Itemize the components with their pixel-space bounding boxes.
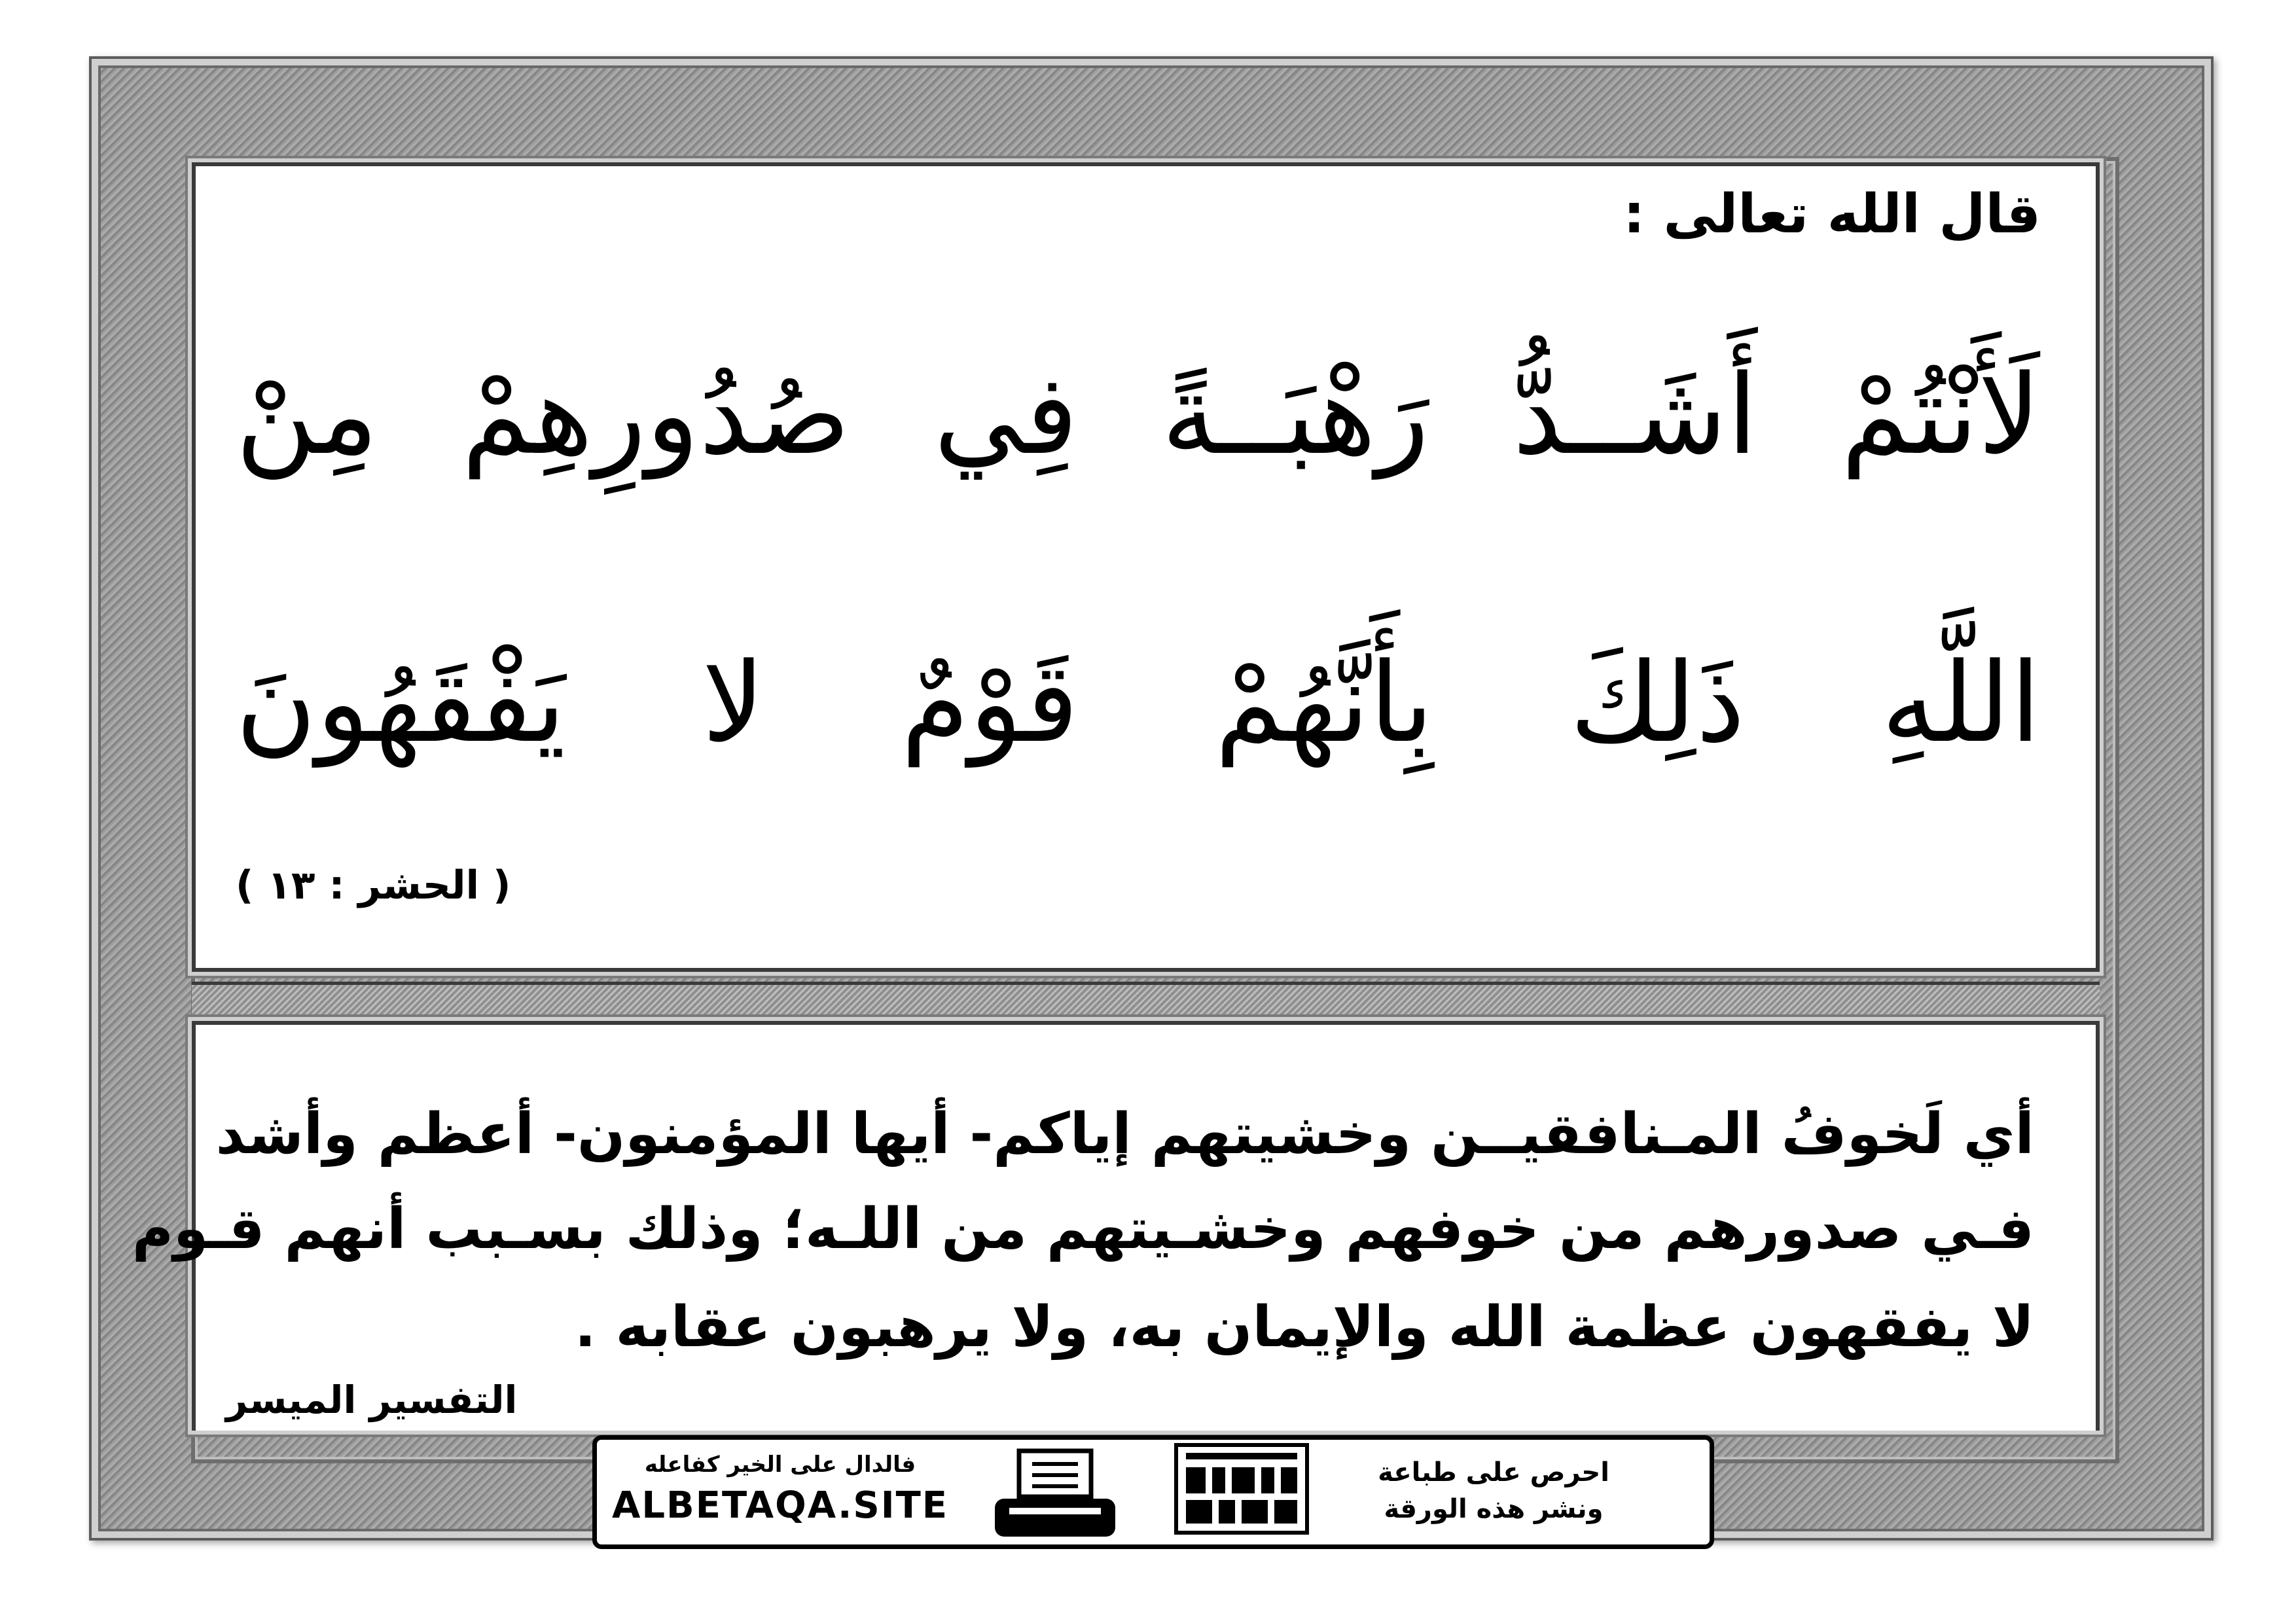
footer-site-block <box>610 1452 950 1527</box>
verse-line-1: لَأَنْتُمْ أَشَــدُّ رَهْبَــةً فِي صُدُورِهِمْ مِنْ <box>236 351 2041 479</box>
footer-site-link[interactable]: ALBETAQA.SITE <box>611 1484 949 1527</box>
dawah-logo-mark <box>1173 1440 1310 1538</box>
verse-citation: ( الحشر : ١٣ ) <box>236 863 511 908</box>
footer-call-to-action <box>1336 1454 1651 1527</box>
tafsir-line-2: فـي صدورهم من خوفهم وخشـيتهم من اللـه؛ وذلك بسـبب أنهم قـوم <box>132 1196 2034 1262</box>
footer-motto: فالدال على الخير كفاعله <box>644 1452 916 1478</box>
footer-cta-line-1: احرص على طباعة <box>1378 1457 1609 1488</box>
dawah-logo <box>1173 1440 1310 1538</box>
footer-banner <box>592 1435 1714 1549</box>
footer-cta-line-2: ونشر هذه الورقة <box>1384 1494 1604 1524</box>
tafsir-line-3: لا يفقهون عظمة الله والإيمان به، ولا يرهبون عقابه . <box>574 1294 2034 1360</box>
printer-icon <box>990 1448 1121 1539</box>
verse-line-2: اللَّهِ ذَلِكَ بِأَنَّهُمْ قَوْمٌ لا يَفْقَهُونَ <box>236 639 2041 767</box>
divider-band <box>192 982 2100 1021</box>
tafsir-source: التفسير الميسر <box>226 1378 518 1422</box>
verse-panel <box>192 162 2100 972</box>
verse-heading: قال الله تعالى : <box>1623 183 2041 245</box>
tafsir-line-1: أي لَخوفُ المـنافقيــن وخشيتهم إياكم- أيها المؤمنون- أعظم وأشد <box>215 1101 2034 1167</box>
